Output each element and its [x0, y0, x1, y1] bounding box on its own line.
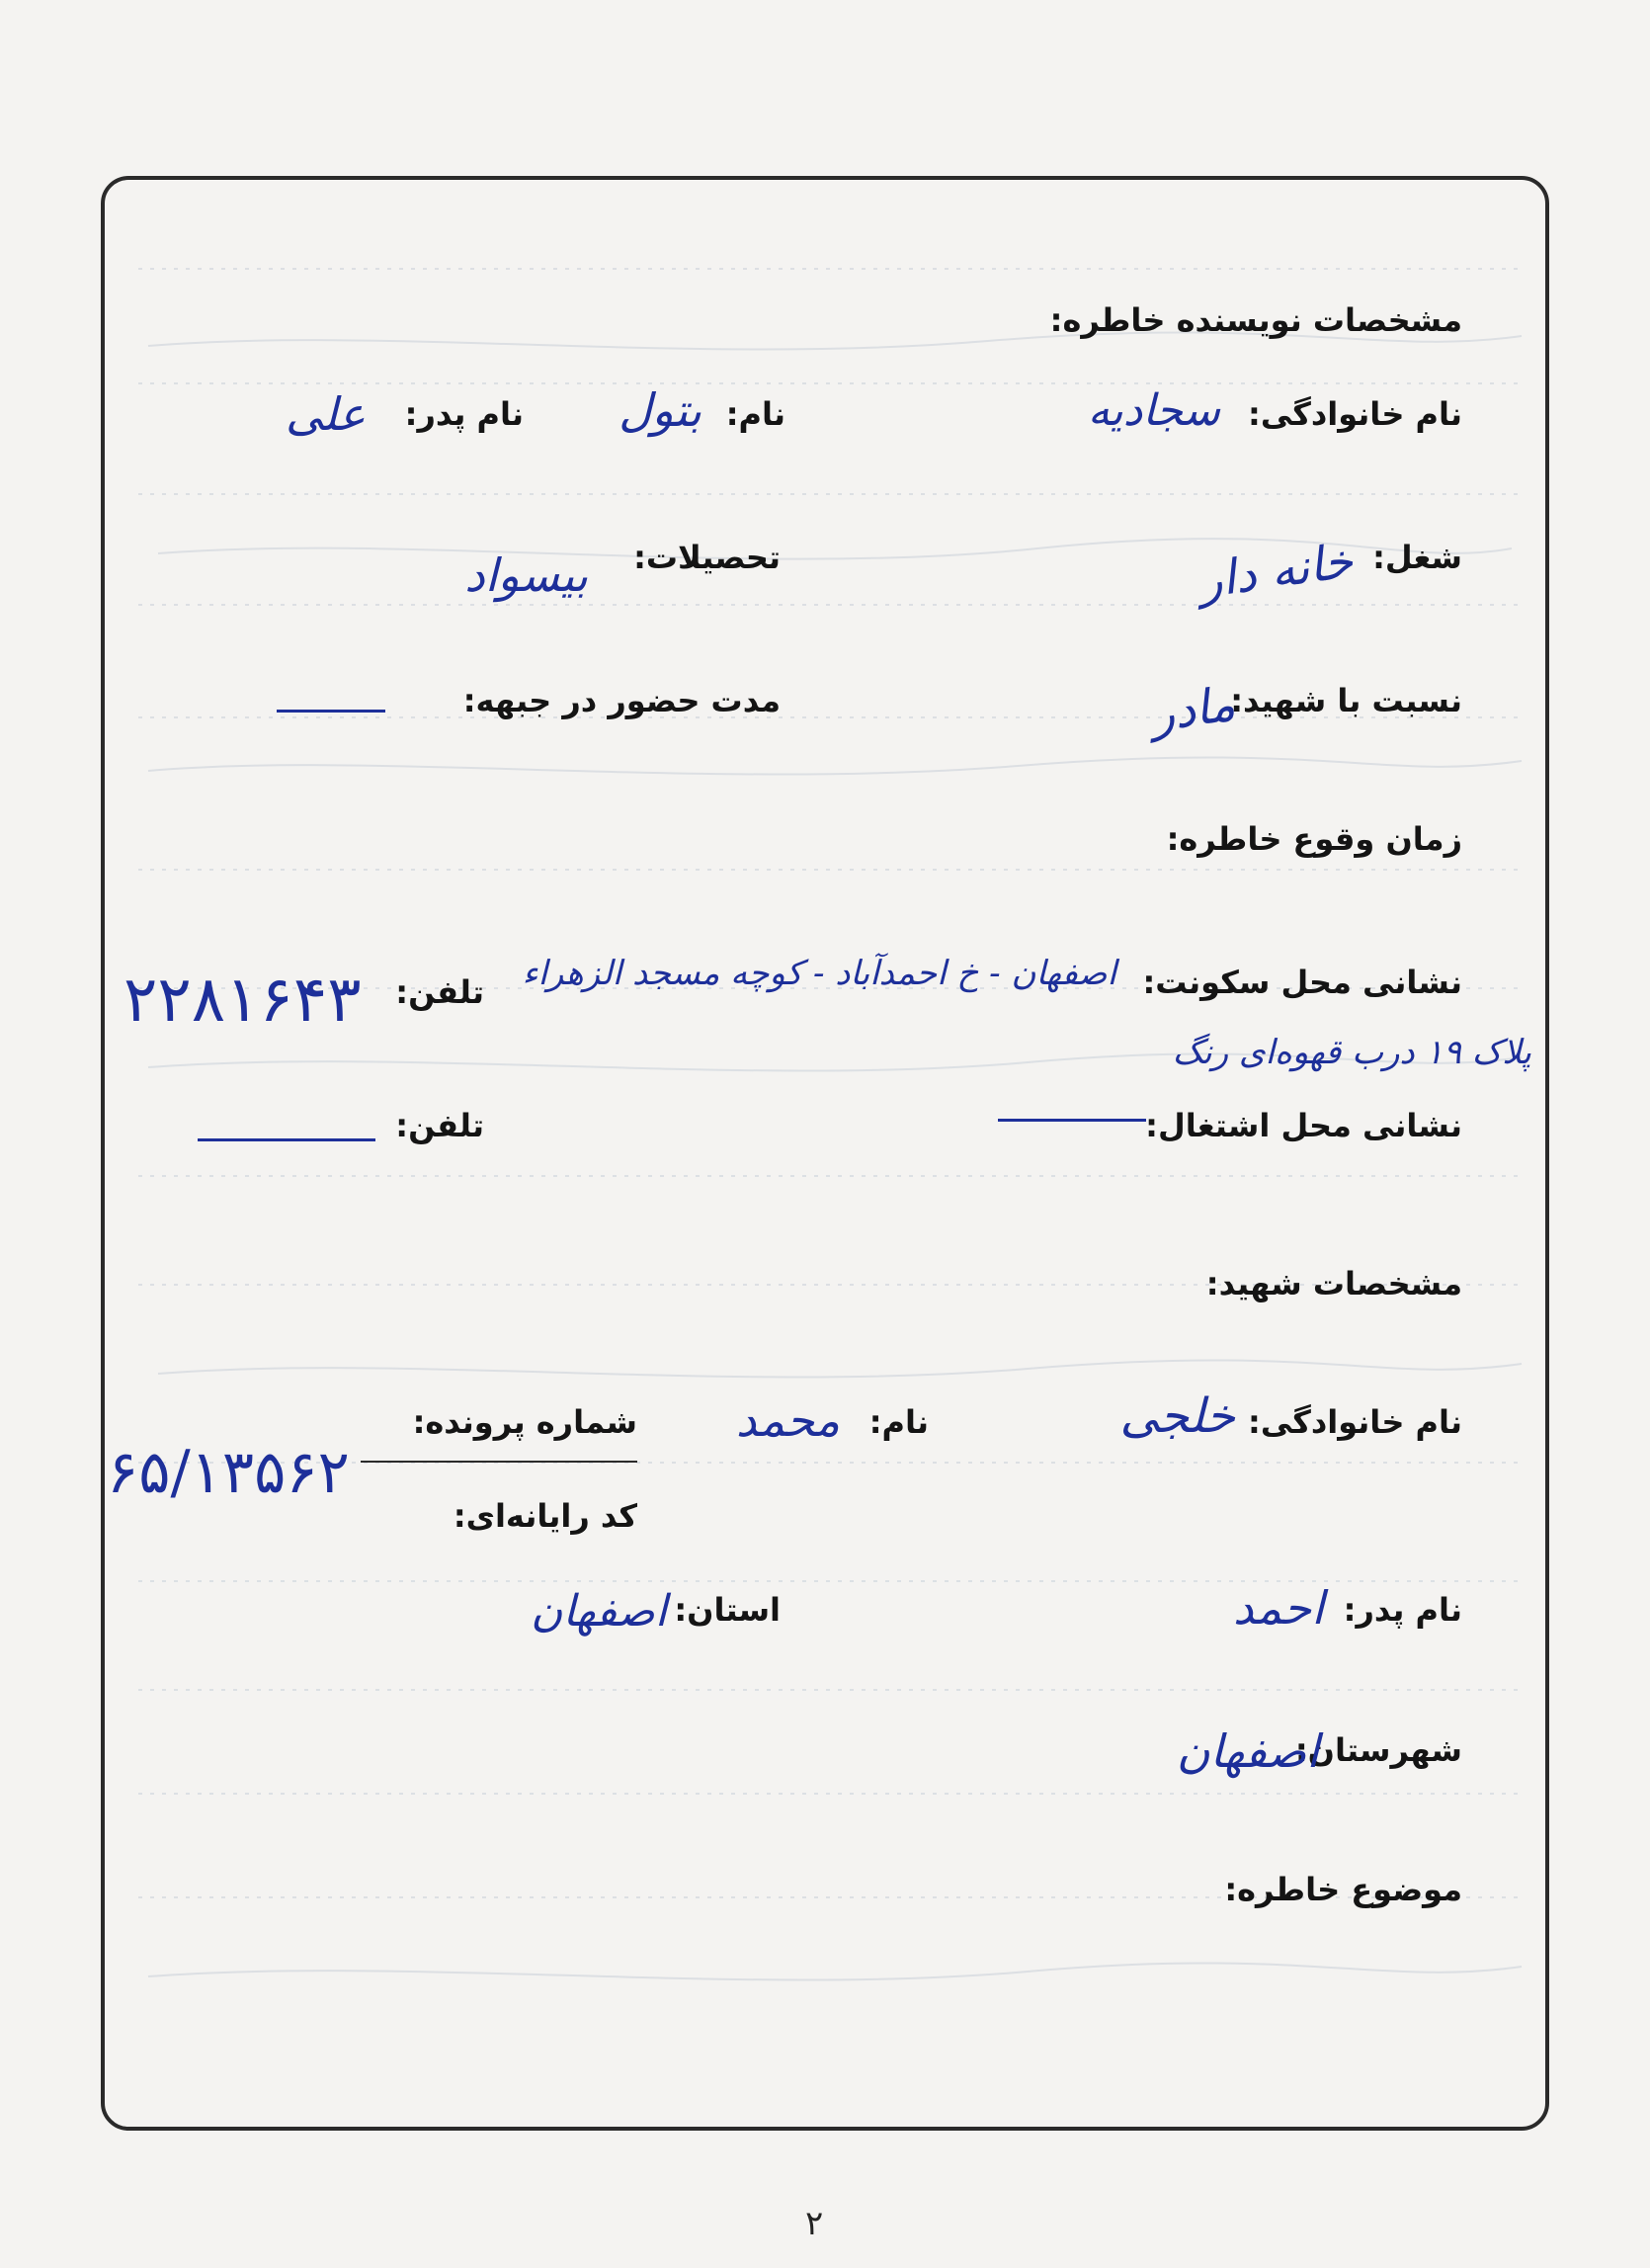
writer-work-address-label: نشانی محل اشتغال:: [1145, 1107, 1462, 1144]
writer-work-address-blank: [998, 1119, 1146, 1122]
writer-first-name-value: بتول: [619, 383, 701, 437]
martyr-city-value: اصفهان: [1176, 1724, 1319, 1778]
page-number: ۲: [805, 2204, 824, 2243]
writer-front-duration-label: مدت حضور در جبهه:: [462, 682, 781, 719]
martyr-file-number-label: شماره پرونده:: [412, 1403, 637, 1441]
martyr-first-name-value: محمد: [735, 1393, 840, 1447]
writer-home-address-value-line2: پلاک ۱۹ درب قهوه‌ای رنگ: [1172, 1033, 1531, 1072]
martyr-file-number-line: [361, 1461, 637, 1463]
writer-front-duration-blank: [277, 710, 385, 713]
writer-home-phone-label: تلفن:: [395, 973, 484, 1011]
form-border: [101, 176, 1549, 2131]
martyr-father-name-value: احمد: [1233, 1581, 1324, 1635]
writer-father-name-label: نام پدر:: [404, 395, 524, 433]
martyr-family-name-value: خلجی: [1119, 1388, 1235, 1444]
writer-work-phone-blank: [198, 1138, 375, 1141]
writer-work-phone-label: تلفن:: [395, 1107, 484, 1144]
martyr-memory-subject-label: موضوع خاطره:: [1224, 1871, 1462, 1908]
martyr-file-number-value: ۶۵/۱۳۵۶۲: [107, 1438, 350, 1507]
martyr-first-name-label: نام:: [868, 1403, 929, 1441]
martyr-father-name-label: نام پدر:: [1343, 1591, 1462, 1629]
martyr-family-name-label: نام خانوادگی:: [1248, 1403, 1462, 1441]
writer-family-name-label: نام خانوادگی:: [1248, 395, 1462, 433]
writer-job-label: شغل:: [1372, 539, 1462, 576]
writer-relation-value: مادر: [1147, 676, 1239, 743]
martyr-computer-code-label: کد رایانه‌ای:: [453, 1497, 637, 1535]
writer-home-address-value: اصفهان - خ احمدآباد - کوچه مسجد الزهراء: [522, 954, 1116, 993]
martyr-city-label: شهرستان:: [1294, 1731, 1462, 1769]
writer-education-label: تحصیلات:: [633, 539, 781, 576]
writer-section-heading: مشخصات نویسنده خاطره:: [1049, 301, 1462, 339]
writer-father-name-value: علی: [285, 387, 366, 441]
writer-education-value: بیسواد: [464, 548, 588, 602]
martyr-province-value: اصفهان: [531, 1586, 667, 1637]
writer-first-name-label: نام:: [725, 395, 785, 433]
writer-home-address-label: نشانی محل سکونت:: [1142, 964, 1462, 1001]
writer-family-name-value: سجادیه: [1087, 385, 1220, 436]
martyr-section-heading: مشخصات شهید:: [1205, 1265, 1462, 1302]
writer-memory-time-label: زمان وقوع خاطره:: [1166, 820, 1462, 858]
writer-relation-label: نسبت با شهید:: [1230, 682, 1462, 719]
martyr-province-label: استان:: [674, 1591, 781, 1629]
writer-job-value: خانه دار: [1196, 533, 1358, 610]
writer-home-phone-value: ۲۲۸۱۶۴۳: [124, 964, 362, 1037]
